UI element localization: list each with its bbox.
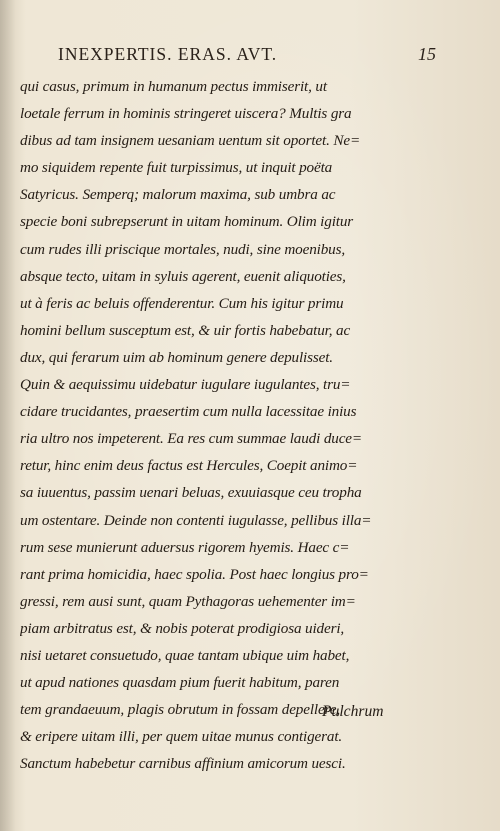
catchword: Pulchrum xyxy=(322,703,384,720)
text-line: specie boni subrepserunt in uitam hominum. Olim igitur xyxy=(20,213,354,231)
text-line: tem grandaeuum, plagis obrutum in fossam depellere, xyxy=(20,701,340,719)
text-line: absque tecto, uitam in syluis agerent, euenit aliquoties, xyxy=(20,267,346,285)
text-line: loetale ferrum in hominis stringeret uiscera? Multis gra xyxy=(20,105,352,123)
text-line: Sanctum habebetur carnibus affinium amicorum uesci. xyxy=(20,755,346,773)
text-line: homini bellum susceptum est, & uir fortis habebatur, ac xyxy=(20,321,351,339)
text-line: ut à feris ac beluis offenderentur. Cum his igitur primu xyxy=(20,294,344,312)
text-line: cidare trucidantes, praesertim cum nulla lacessitae inius xyxy=(20,403,357,421)
text-line: ria ultro nos impeterent. Ea res cum summae laudi duce= xyxy=(20,430,362,448)
body-text xyxy=(20,73,436,777)
text-line: cum rudes illi priscique mortales, nudi, sine moenibus, xyxy=(20,240,346,258)
text-line: piam arbitratus est, & nobis poterat prodigiosa uideri, xyxy=(20,619,345,637)
text-line: rum sese munierunt aduersus rigorem hyemis. Haec c= xyxy=(20,538,350,556)
text-line: mo siquidem repente fuit turpissimus, ut inquit poëta xyxy=(20,159,333,177)
spine-shadow xyxy=(0,0,16,831)
text-line: Satyricus. Semperq; malorum maxima, sub umbra ac xyxy=(20,186,336,204)
running-head: INEXPERTIS. ERAS. AVT. xyxy=(58,44,278,64)
text-line: retur, hinc enim deus factus est Hercules, Coepit animo= xyxy=(20,457,358,475)
page-number: 15 xyxy=(418,44,436,64)
text-line: qui casus, primum in humanum pectus immiserit, ut xyxy=(20,78,327,95)
text-line: ut apud nationes quasdam pium fuerit habitum, paren xyxy=(20,674,340,692)
text-line: dux, qui ferarum uim ab hominum genere depulisset. xyxy=(20,348,333,366)
text-line: nisi uetaret consuetudo, quae tantam ubique uim habet, xyxy=(20,646,350,664)
text-line: rant prima homicidia, haec spolia. Post haec longius pro= xyxy=(20,565,369,583)
text-line: sa iuuentus, passim uenari beluas, exuuiasque ceu tropha xyxy=(20,484,362,502)
text-line: Quin & aequissimu uidebatur iugulare iugulantes, tru= xyxy=(20,376,351,394)
text-line: & eripere uitam illi, per quem uitae munus contigerat. xyxy=(20,728,343,746)
text-line: dibus ad tam insignem uesaniam uentum sit oportet. Ne= xyxy=(20,132,361,150)
text-line: gressi, rem ausi sunt, quam Pythagoras uehementer im= xyxy=(20,592,356,610)
text-line: um ostentare. Deinde non contenti iugulasse, pellibus illa= xyxy=(20,511,372,529)
